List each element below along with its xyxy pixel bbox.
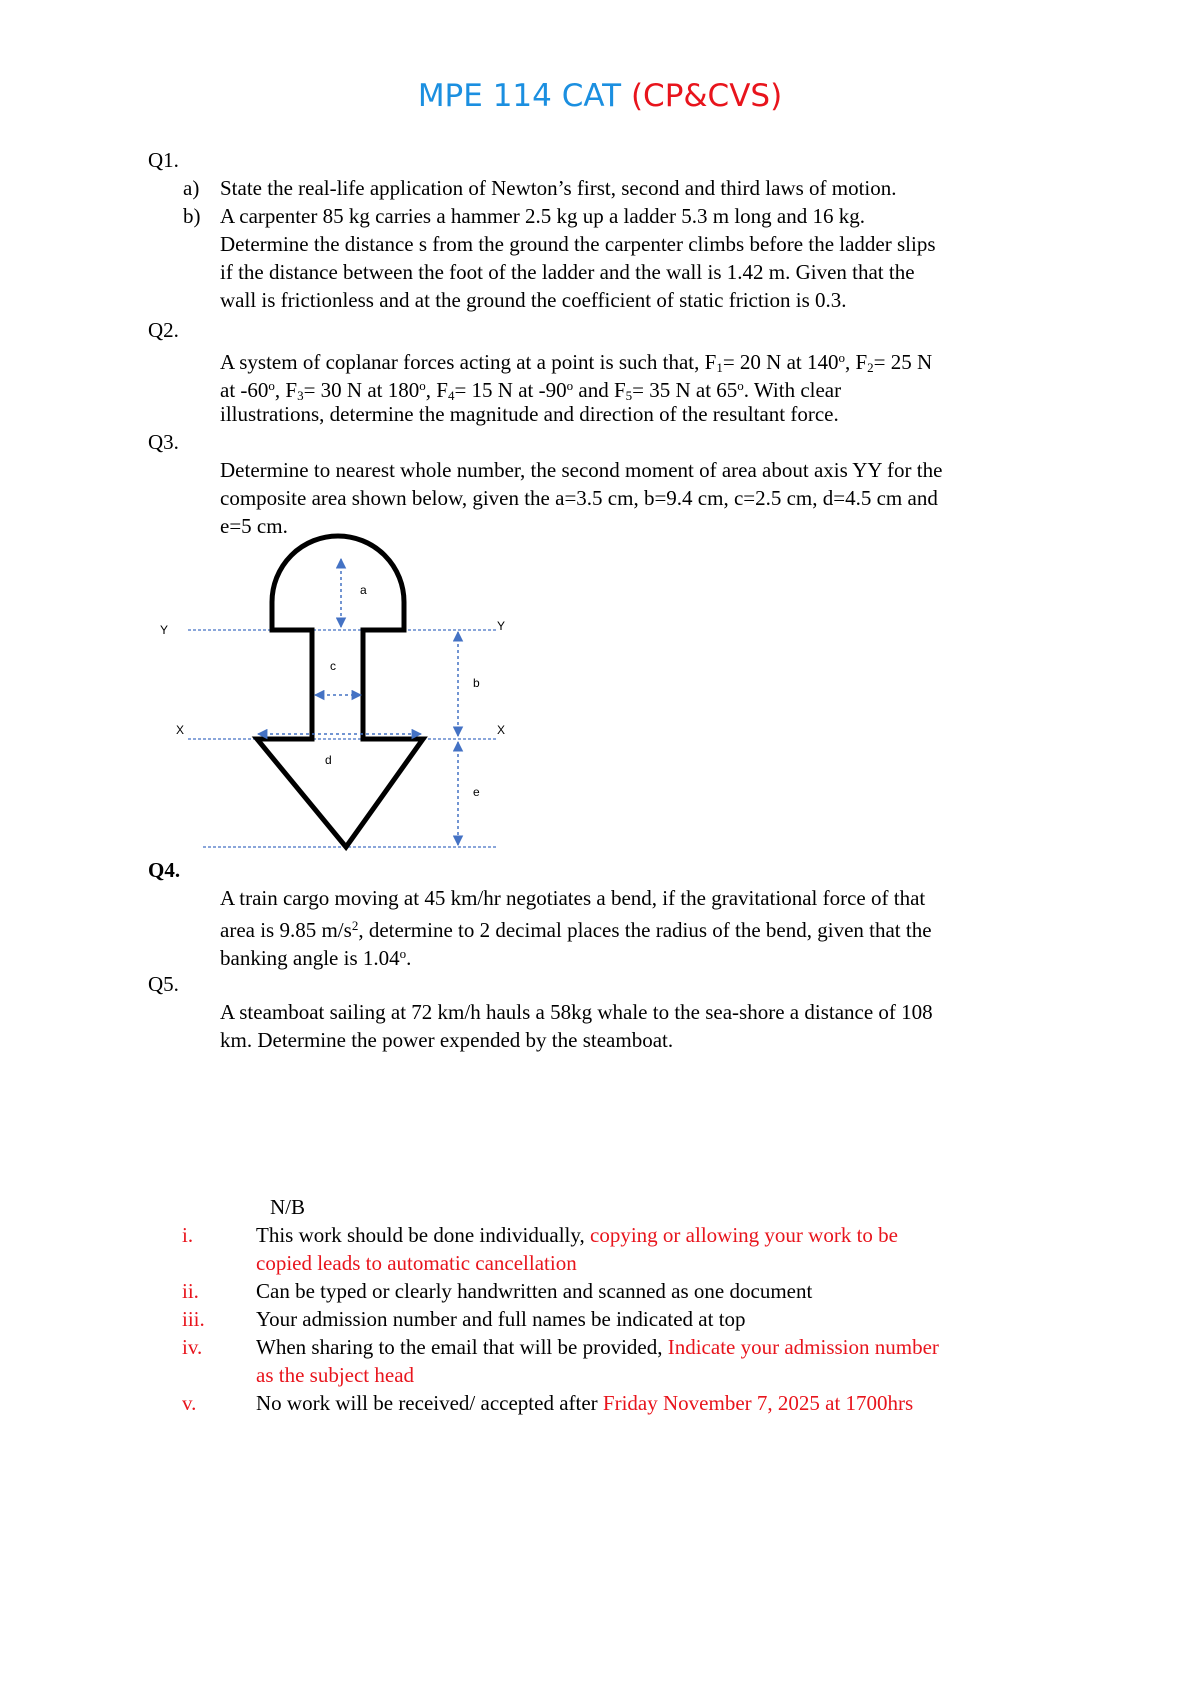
label-x-right: X [497, 723, 506, 737]
q1b-line: if the distance between the foot of the ladder and the wall is 1.42 m. Given that the [220, 260, 915, 284]
note-item: This work should be done individually, copying or allowing your work to be [256, 1223, 898, 1247]
q3-line: e=5 cm. [220, 514, 288, 538]
q3-line: Determine to nearest whole number, the second moment of area about axis YY for the [220, 458, 943, 482]
label-y-right: Y [497, 619, 506, 633]
note-item-continued: copied leads to automatic cancellation [256, 1251, 577, 1275]
note-item-continued: as the subject head [256, 1363, 415, 1387]
note-item: When sharing to the email that will be provided, Indicate your admission number [256, 1335, 939, 1359]
label-b: b [473, 676, 480, 690]
q4-line: banking angle is 1.04$^o$. [220, 946, 412, 970]
q1a-text: State the real-life application of Newton’s first, second and third laws of motion. [220, 176, 897, 200]
note-item: Can be typed or clearly handwritten and scanned as one document [256, 1279, 813, 1303]
q1a-letter: a) [183, 176, 200, 200]
title-course: MPE 114 CAT [417, 78, 631, 114]
q1b-line: Determine the distance s from the ground the carpenter climbs before the ladder slips [220, 232, 936, 256]
note-numeral: ii. [182, 1279, 199, 1303]
label-d: d [325, 753, 332, 767]
q5-label: Q5. [148, 972, 179, 996]
q4-line: A train cargo moving at 45 km/hr negotiates a bend, if the gravitational force of that [220, 886, 926, 910]
q1-label: Q1. [148, 148, 179, 172]
q1b-letter: b) [183, 204, 201, 228]
q5-line: km. Determine the power expended by the steamboat. [220, 1028, 674, 1052]
note-numeral: iv. [182, 1335, 203, 1359]
q2-line: A system of coplanar forces acting at a point is such that, $F_1= 20$ N at 140$^o$, $F_2= 25$ N [220, 350, 933, 375]
label-c: c [330, 659, 336, 673]
label-a: a [360, 583, 367, 597]
q4-line: area is 9.85 $m/s^2$, determine to 2 decimal places the radius of the bend, given that the [220, 918, 932, 942]
q3-line: composite area shown below, given the a=3.5 cm, b=9.4 cm, c=2.5 cm, d=4.5 cm and [220, 486, 938, 510]
q1b-line: A carpenter 85 kg carries a hammer 2.5 kg up a ladder 5.3 m long and 16 kg. [220, 204, 865, 228]
q4-label: Q4. [148, 858, 181, 882]
q3-label: Q3. [148, 430, 179, 454]
note-numeral: iii. [182, 1307, 205, 1331]
q2-line: illustrations, determine the magnitude and direction of the resultant force. [220, 402, 839, 426]
q2-label: Q2. [148, 318, 179, 342]
title-paren: (CP&CVS) [630, 78, 783, 114]
notes-heading: N/B [270, 1195, 306, 1219]
note-numeral: i. [182, 1223, 194, 1247]
note-numeral: v. [182, 1391, 197, 1415]
label-y-left: Y [160, 623, 169, 637]
note-item: Your admission number and full names be indicated at top [256, 1307, 746, 1331]
composite-shape-outline [257, 536, 423, 847]
label-x-left: X [176, 723, 185, 737]
q2-line: at -60$^o$, $F_3= 30$ N at 180$^o$, $F_4= 15$ N at -90$^o$ and $F_5= 35$ N at 65$^o$. With clear [220, 378, 842, 403]
q5-line: A steamboat sailing at 72 km/h hauls a 58kg whale to the sea-shore a distance of 108 [220, 1000, 933, 1024]
label-e: e [473, 785, 480, 799]
note-item: No work will be received/ accepted after Friday November 7, 2025 at 1700hrs [256, 1391, 914, 1415]
q1b-line: wall is frictionless and at the ground the coefficient of static friction is 0.3. [220, 288, 847, 312]
